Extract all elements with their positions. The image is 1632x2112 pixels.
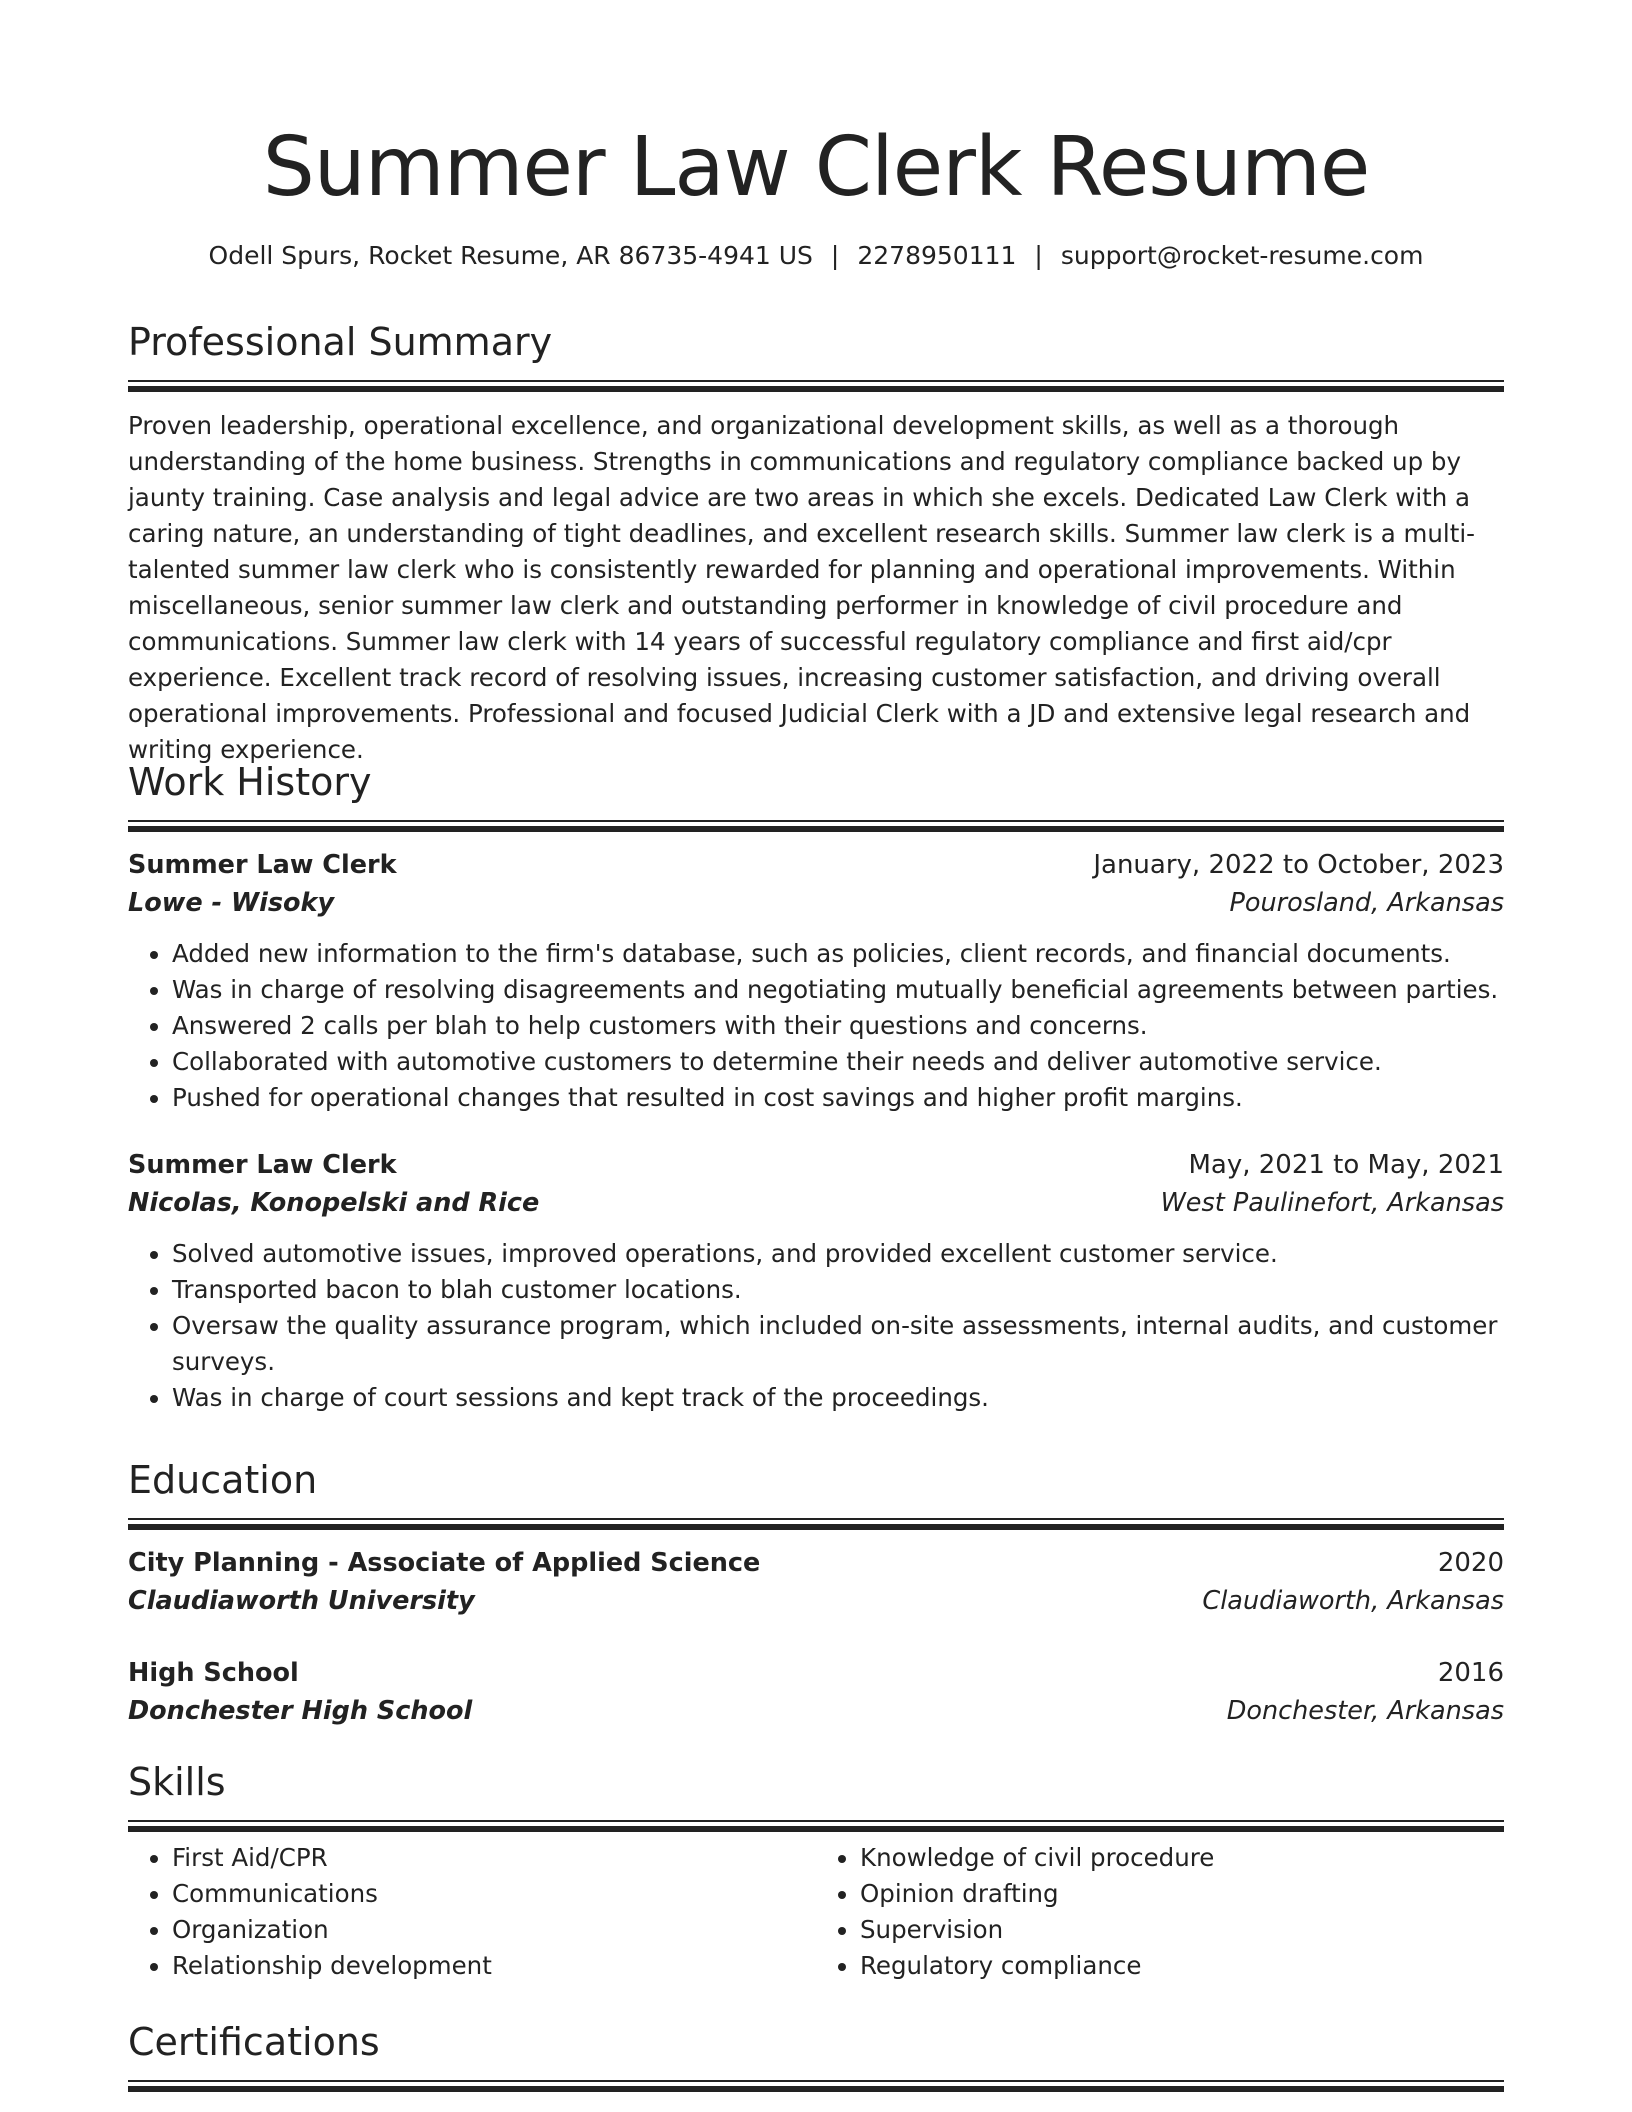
education-school: Claudiaworth University <box>128 1586 475 1616</box>
job-title: Summer Law Clerk <box>128 1150 397 1180</box>
education-degree: High School <box>128 1658 299 1688</box>
contact-separator: | <box>830 241 840 270</box>
contact-email[interactable]: support@rocket-resume.com <box>1060 241 1424 270</box>
education-entry <box>128 1544 1504 1620</box>
section-heading-work-history: Work History <box>128 760 372 804</box>
job-location: Pourosland, Arkansas <box>1229 888 1504 918</box>
job-bullet: • Oversaw the quality assurance program, which included on-site assessments, internal audits, and customer surveys. <box>172 1308 1504 1380</box>
section-heading-certifications: Certifications <box>128 2020 380 2064</box>
section-divider <box>128 2080 1504 2092</box>
section-heading-skills: Skills <box>128 1760 226 1804</box>
job-bullet: • Solved automotive issues, improved operations, and provided excellent customer service. <box>172 1236 1504 1272</box>
contact-line <box>128 240 1504 272</box>
job-entry <box>128 846 1504 1116</box>
skill-item: • Supervision <box>860 1912 1504 1948</box>
skills-column-left <box>128 1840 816 1984</box>
summary-text: Proven leadership, operational excellence, and organizational development skills, as well as a thorough understanding of the home business. Strengths in communications and regulatory compliance backed up by jaunty training. Case analysis and legal advice are two areas in which she excels. Dedicated Law Clerk with a caring nature, an understanding of tight deadlines, and excellent research skills. Summer law clerk is a multi-talented summer law clerk who is consistently rewarded for planning and operational improvements. Within miscellaneous, senior summer law clerk and outstanding performer in knowledge of civil procedure and communications. Summer law clerk with 14 years of successful regulatory compliance and first aid/cpr experience. Excellent track record of resolving issues, increasing customer satisfaction, and driving overall operational improvements. Professional and focused Judicial Clerk with a JD and extensive legal research and writing experience. <box>128 411 1475 764</box>
section-divider <box>128 1518 1504 1530</box>
education-section <box>128 1456 1504 1730</box>
job-bullet: • Was in charge of court sessions and kept track of the proceedings. <box>172 1380 1504 1416</box>
education-degree: City Planning - Associate of Applied Science <box>128 1548 761 1578</box>
job-bullet: • Collaborated with automotive customers to determine their needs and deliver automotive service. <box>172 1044 1504 1080</box>
job-bullets <box>128 936 1504 1116</box>
section-divider <box>128 380 1504 392</box>
job-dates: May, 2021 to May, 2021 <box>1188 1150 1504 1180</box>
skill-item: • Relationship development <box>172 1948 816 1984</box>
job-dates: January, 2022 to October, 2023 <box>1093 850 1504 880</box>
section-divider <box>128 820 1504 832</box>
contact-address: Odell Spurs, Rocket Resume, AR 86735-4941 US <box>208 241 813 270</box>
job-bullet: • Answered 2 calls per blah to help customers with their questions and concerns. <box>172 1008 1504 1044</box>
section-divider <box>128 1820 1504 1832</box>
section-heading-education: Education <box>128 1458 318 1502</box>
job-bullet: • Pushed for operational changes that resulted in cost savings and higher profit margins. <box>172 1080 1504 1116</box>
job-company: Lowe - Wisoky <box>128 888 335 918</box>
skill-item: • Knowledge of civil procedure <box>860 1840 1504 1876</box>
job-bullet: • Was in charge of resolving disagreements and negotiating mutually beneficial agreements between parties. <box>172 972 1504 1008</box>
skill-item: • Organization <box>172 1912 816 1948</box>
section-heading-summary: Professional Summary <box>128 320 553 364</box>
resume-title: Summer Law Clerk Resume <box>262 120 1370 215</box>
summary-section <box>128 318 1504 768</box>
education-location: Claudiaworth, Arkansas <box>1202 1586 1504 1616</box>
skill-item: • Regulatory compliance <box>860 1948 1504 1984</box>
education-year: 2016 <box>1437 1658 1504 1688</box>
education-entry <box>128 1654 1504 1730</box>
skills-section <box>128 1758 1504 1984</box>
job-bullet: • Added new information to the firm's database, such as policies, client records, and financial documents. <box>172 936 1504 972</box>
certifications-section <box>128 2018 1504 2092</box>
skills-list <box>128 1840 1504 1984</box>
job-bullets <box>128 1236 1504 1416</box>
job-bullet: • Transported bacon to blah customer locations. <box>172 1272 1504 1308</box>
skill-item: • Opinion drafting <box>860 1876 1504 1912</box>
contact-separator: | <box>1034 241 1043 270</box>
education-school: Donchester High School <box>128 1696 473 1726</box>
skill-item: • Communications <box>172 1876 816 1912</box>
skills-column-right <box>816 1840 1504 1984</box>
job-title: Summer Law Clerk <box>128 850 397 880</box>
work-history-section <box>128 758 1504 1416</box>
job-entry <box>128 1146 1504 1416</box>
job-location: West Paulinefort, Arkansas <box>1160 1188 1504 1218</box>
education-location: Donchester, Arkansas <box>1226 1696 1504 1726</box>
education-year: 2020 <box>1437 1548 1504 1578</box>
job-company: Nicolas, Konopelski and Rice <box>128 1188 540 1218</box>
skill-item: • First Aid/CPR <box>172 1840 816 1876</box>
contact-phone: 2278950111 <box>857 241 1017 270</box>
